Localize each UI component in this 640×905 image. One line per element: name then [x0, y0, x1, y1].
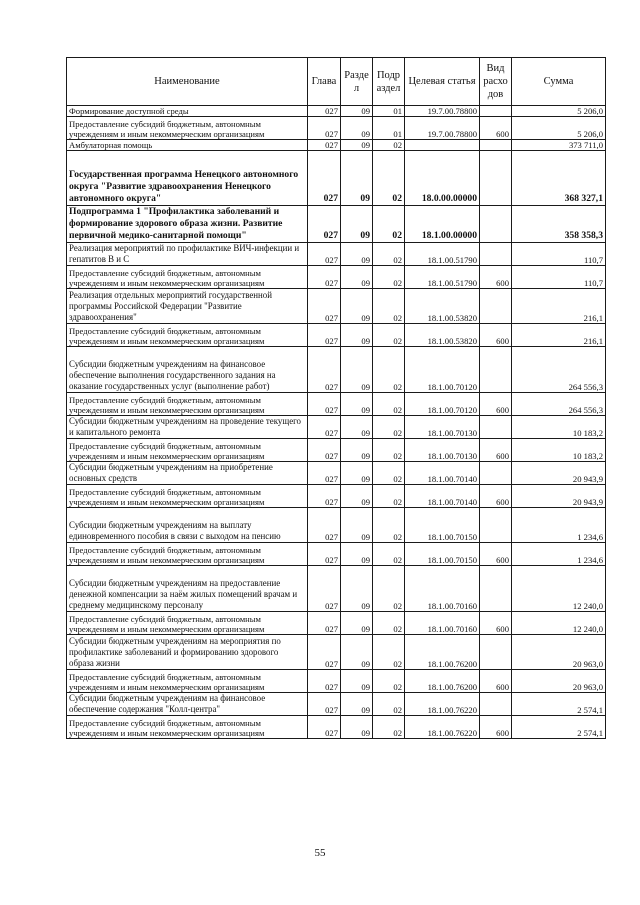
cell-expense-type: 600	[480, 543, 512, 566]
table-row	[67, 324, 606, 347]
cell-section: 09	[341, 670, 373, 693]
cell-expense-type: 600	[480, 324, 512, 347]
cell-name: Предоставление субсидий бюджетным, автономным учреждениям и иным некоммерческим организациям	[67, 117, 308, 140]
table-row	[67, 416, 606, 439]
cell-section: 09	[341, 635, 373, 670]
cell-amount: 1 234,6	[512, 543, 606, 566]
cell-chapter: 027	[308, 416, 341, 439]
cell-expense-type	[480, 289, 512, 324]
cell-chapter: 027	[308, 462, 341, 485]
cell-name: Предоставление субсидий бюджетным, автономным учреждениям и иным некоммерческим организациям	[67, 324, 308, 347]
cell-chapter: 027	[308, 106, 341, 117]
cell-expense-type: 600	[480, 393, 512, 416]
table-row	[67, 485, 606, 508]
cell-expense-type	[480, 462, 512, 485]
cell-amount: 2 574,1	[512, 693, 606, 716]
table-row	[67, 117, 606, 140]
cell-name: Предоставление субсидий бюджетным, автономным учреждениям и иным некоммерческим организациям	[67, 393, 308, 416]
cell-section: 09	[341, 543, 373, 566]
cell-chapter: 027	[308, 117, 341, 140]
cell-chapter: 027	[308, 693, 341, 716]
cell-subsection: 02	[373, 151, 405, 206]
cell-chapter: 027	[308, 485, 341, 508]
cell-target: 18.0.00.00000	[405, 151, 480, 206]
cell-expense-type: 600	[480, 117, 512, 140]
cell-expense-type	[480, 693, 512, 716]
cell-subsection: 02	[373, 140, 405, 151]
header-section: Разде л	[341, 58, 373, 106]
cell-chapter: 027	[308, 716, 341, 739]
header-amount: Сумма	[512, 58, 606, 106]
cell-section: 09	[341, 106, 373, 117]
table-row	[67, 543, 606, 566]
cell-name: Государственная программа Ненецкого автономного округа "Развитие здравоохранения Ненецкого автономного округа"	[67, 151, 308, 206]
page-number: 55	[314, 847, 326, 859]
table-body	[67, 106, 606, 739]
header-name: Наименование	[67, 58, 308, 106]
header-target: Целевая статья	[405, 58, 480, 106]
cell-expense-type: 600	[480, 612, 512, 635]
table-row	[67, 140, 606, 151]
cell-name: Субсидии бюджетным учреждениям на финансовое обеспечение выполнения государственного задания на оказание государственных услуг (выполнение работ)	[67, 347, 308, 393]
cell-name: Амбулаторная помощь	[67, 140, 308, 151]
cell-expense-type: 600	[480, 485, 512, 508]
cell-expense-type: 600	[480, 266, 512, 289]
table-row	[67, 393, 606, 416]
cell-target: 18.1.00.70140	[405, 485, 480, 508]
cell-section: 09	[341, 266, 373, 289]
cell-expense-type	[480, 243, 512, 266]
cell-amount: 110,7	[512, 243, 606, 266]
cell-section: 09	[341, 206, 373, 243]
table-row	[67, 106, 606, 117]
cell-name: Субсидии бюджетным учреждениям на проведение текущего и капитального ремонта	[67, 416, 308, 439]
cell-name: Предоставление субсидий бюджетным, автономным учреждениям и иным некоммерческим организациям	[67, 439, 308, 462]
cell-subsection: 02	[373, 289, 405, 324]
cell-amount: 368 327,1	[512, 151, 606, 206]
cell-name: Субсидии бюджетным учреждениям на выплату единовременного пособия в связи с выходом на пенсию	[67, 508, 308, 543]
cell-target: 18.1.00.70160	[405, 566, 480, 612]
cell-subsection: 02	[373, 206, 405, 243]
cell-chapter: 027	[308, 289, 341, 324]
cell-target	[405, 140, 480, 151]
table-row	[67, 289, 606, 324]
header-chapter: Глава	[308, 58, 341, 106]
cell-target: 18.1.00.70130	[405, 416, 480, 439]
budget-table	[66, 57, 606, 739]
cell-subsection: 02	[373, 508, 405, 543]
cell-chapter: 027	[308, 266, 341, 289]
cell-target: 18.1.00.76220	[405, 716, 480, 739]
cell-target: 18.1.00.70140	[405, 462, 480, 485]
table-row	[67, 670, 606, 693]
cell-target: 18.1.00.70160	[405, 612, 480, 635]
cell-subsection: 02	[373, 324, 405, 347]
table-row	[67, 716, 606, 739]
cell-expense-type	[480, 416, 512, 439]
cell-target: 18.1.00.70150	[405, 508, 480, 543]
cell-target: 18.1.00.70150	[405, 543, 480, 566]
cell-section: 09	[341, 117, 373, 140]
cell-subsection: 02	[373, 243, 405, 266]
cell-subsection: 02	[373, 439, 405, 462]
table-row	[67, 439, 606, 462]
cell-chapter: 027	[308, 635, 341, 670]
cell-section: 09	[341, 151, 373, 206]
cell-expense-type: 600	[480, 439, 512, 462]
cell-section: 09	[341, 393, 373, 416]
cell-expense-type: 600	[480, 670, 512, 693]
cell-chapter: 027	[308, 151, 341, 206]
cell-section: 09	[341, 140, 373, 151]
cell-target: 19.7.00.78800	[405, 106, 480, 117]
cell-name: Субсидии бюджетным учреждениям на приобретение основных средств	[67, 462, 308, 485]
cell-target: 18.1.00.53820	[405, 324, 480, 347]
cell-subsection: 02	[373, 485, 405, 508]
cell-section: 09	[341, 324, 373, 347]
cell-chapter: 027	[308, 393, 341, 416]
cell-name: Предоставление субсидий бюджетным, автономным учреждениям и иным некоммерческим организациям	[67, 485, 308, 508]
cell-section: 09	[341, 508, 373, 543]
cell-subsection: 02	[373, 393, 405, 416]
cell-amount: 5 206,0	[512, 106, 606, 117]
cell-chapter: 027	[308, 324, 341, 347]
cell-target: 18.1.00.76200	[405, 635, 480, 670]
cell-section: 09	[341, 716, 373, 739]
cell-amount: 5 206,0	[512, 117, 606, 140]
cell-subsection: 02	[373, 670, 405, 693]
cell-name: Подпрограмма 1 "Профилактика заболеваний и формирование здорового образа жизни. Развитие первичной медико-санитарной помощи"	[67, 206, 308, 243]
cell-chapter: 027	[308, 508, 341, 543]
header-expense-type: Вид расхо дов	[480, 58, 512, 106]
cell-amount: 264 556,3	[512, 393, 606, 416]
cell-section: 09	[341, 485, 373, 508]
cell-subsection: 02	[373, 462, 405, 485]
cell-section: 09	[341, 612, 373, 635]
cell-amount: 20 943,9	[512, 485, 606, 508]
cell-section: 09	[341, 462, 373, 485]
cell-amount: 216,1	[512, 289, 606, 324]
cell-target: 19.7.00.78800	[405, 117, 480, 140]
cell-expense-type	[480, 508, 512, 543]
cell-chapter: 027	[308, 206, 341, 243]
cell-amount: 10 183,2	[512, 416, 606, 439]
cell-chapter: 027	[308, 612, 341, 635]
cell-expense-type	[480, 635, 512, 670]
cell-name: Реализация мероприятий по профилактике ВИЧ-инфекции и гепатитов В и С	[67, 243, 308, 266]
cell-subsection: 02	[373, 635, 405, 670]
cell-subsection: 02	[373, 416, 405, 439]
cell-target: 18.1.00.51790	[405, 243, 480, 266]
cell-section: 09	[341, 439, 373, 462]
cell-subsection: 02	[373, 566, 405, 612]
table-row	[67, 266, 606, 289]
table-row	[67, 693, 606, 716]
cell-subsection: 01	[373, 117, 405, 140]
cell-amount: 20 963,0	[512, 670, 606, 693]
cell-amount: 373 711,0	[512, 140, 606, 151]
cell-expense-type	[480, 151, 512, 206]
cell-chapter: 027	[308, 543, 341, 566]
cell-expense-type	[480, 206, 512, 243]
table-row	[67, 566, 606, 612]
cell-chapter: 027	[308, 439, 341, 462]
cell-expense-type	[480, 566, 512, 612]
table-row	[67, 151, 606, 206]
cell-target: 18.1.00.51790	[405, 266, 480, 289]
cell-amount: 12 240,0	[512, 612, 606, 635]
cell-expense-type	[480, 140, 512, 151]
table-row	[67, 462, 606, 485]
cell-subsection: 02	[373, 347, 405, 393]
cell-amount: 20 963,0	[512, 635, 606, 670]
cell-target: 18.1.00.70130	[405, 439, 480, 462]
cell-amount: 264 556,3	[512, 347, 606, 393]
cell-amount: 110,7	[512, 266, 606, 289]
cell-name: Предоставление субсидий бюджетным, автономным учреждениям и иным некоммерческим организациям	[67, 612, 308, 635]
cell-name: Субсидии бюджетным учреждениям на предоставление денежной компенсации за наём жилых помещений врачам и среднему медицинскому персоналу	[67, 566, 308, 612]
cell-name: Предоставление субсидий бюджетным, автономным учреждениям и иным некоммерческим организациям	[67, 716, 308, 739]
cell-name: Предоставление субсидий бюджетным, автономным учреждениям и иным некоммерческим организациям	[67, 266, 308, 289]
cell-subsection: 02	[373, 716, 405, 739]
cell-section: 09	[341, 693, 373, 716]
cell-chapter: 027	[308, 243, 341, 266]
cell-section: 09	[341, 347, 373, 393]
table-row	[67, 508, 606, 543]
cell-target: 18.1.00.70120	[405, 393, 480, 416]
cell-amount: 1 234,6	[512, 508, 606, 543]
cell-name: Формирование доступной среды	[67, 106, 308, 117]
cell-target: 18.1.00.53820	[405, 289, 480, 324]
cell-subsection: 01	[373, 106, 405, 117]
cell-expense-type: 600	[480, 716, 512, 739]
cell-subsection: 02	[373, 543, 405, 566]
cell-name: Субсидии бюджетным учреждениям на мероприятия по профилактике заболеваний и формированию здорового образа жизни	[67, 635, 308, 670]
table-row	[67, 347, 606, 393]
cell-subsection: 02	[373, 693, 405, 716]
cell-section: 09	[341, 289, 373, 324]
cell-chapter: 027	[308, 347, 341, 393]
cell-amount: 12 240,0	[512, 566, 606, 612]
cell-amount: 2 574,1	[512, 716, 606, 739]
cell-target: 18.1.00.00000	[405, 206, 480, 243]
cell-expense-type	[480, 347, 512, 393]
cell-section: 09	[341, 416, 373, 439]
cell-section: 09	[341, 566, 373, 612]
cell-target: 18.1.00.76200	[405, 670, 480, 693]
cell-chapter: 027	[308, 566, 341, 612]
cell-name: Субсидии бюджетным учреждениям на финансовое обеспечение содержания "Колл-центра"	[67, 693, 308, 716]
table-header-row	[67, 58, 606, 106]
header-subsection: Подр аздел	[373, 58, 405, 106]
cell-name: Реализация отдельных мероприятий государственной программы Российской Федерации "Развитие здравоохранения"	[67, 289, 308, 324]
cell-expense-type	[480, 106, 512, 117]
cell-target: 18.1.00.70120	[405, 347, 480, 393]
cell-name: Предоставление субсидий бюджетным, автономным учреждениям и иным некоммерческим организациям	[67, 543, 308, 566]
cell-section: 09	[341, 243, 373, 266]
table-row	[67, 243, 606, 266]
table-row	[67, 206, 606, 243]
cell-target: 18.1.00.76220	[405, 693, 480, 716]
cell-chapter: 027	[308, 140, 341, 151]
cell-amount: 10 183,2	[512, 439, 606, 462]
cell-chapter: 027	[308, 670, 341, 693]
cell-amount: 216,1	[512, 324, 606, 347]
cell-subsection: 02	[373, 612, 405, 635]
cell-subsection: 02	[373, 266, 405, 289]
cell-amount: 20 943,9	[512, 462, 606, 485]
cell-name: Предоставление субсидий бюджетным, автономным учреждениям и иным некоммерческим организациям	[67, 670, 308, 693]
table-row	[67, 635, 606, 670]
cell-amount: 358 358,3	[512, 206, 606, 243]
table-row	[67, 612, 606, 635]
